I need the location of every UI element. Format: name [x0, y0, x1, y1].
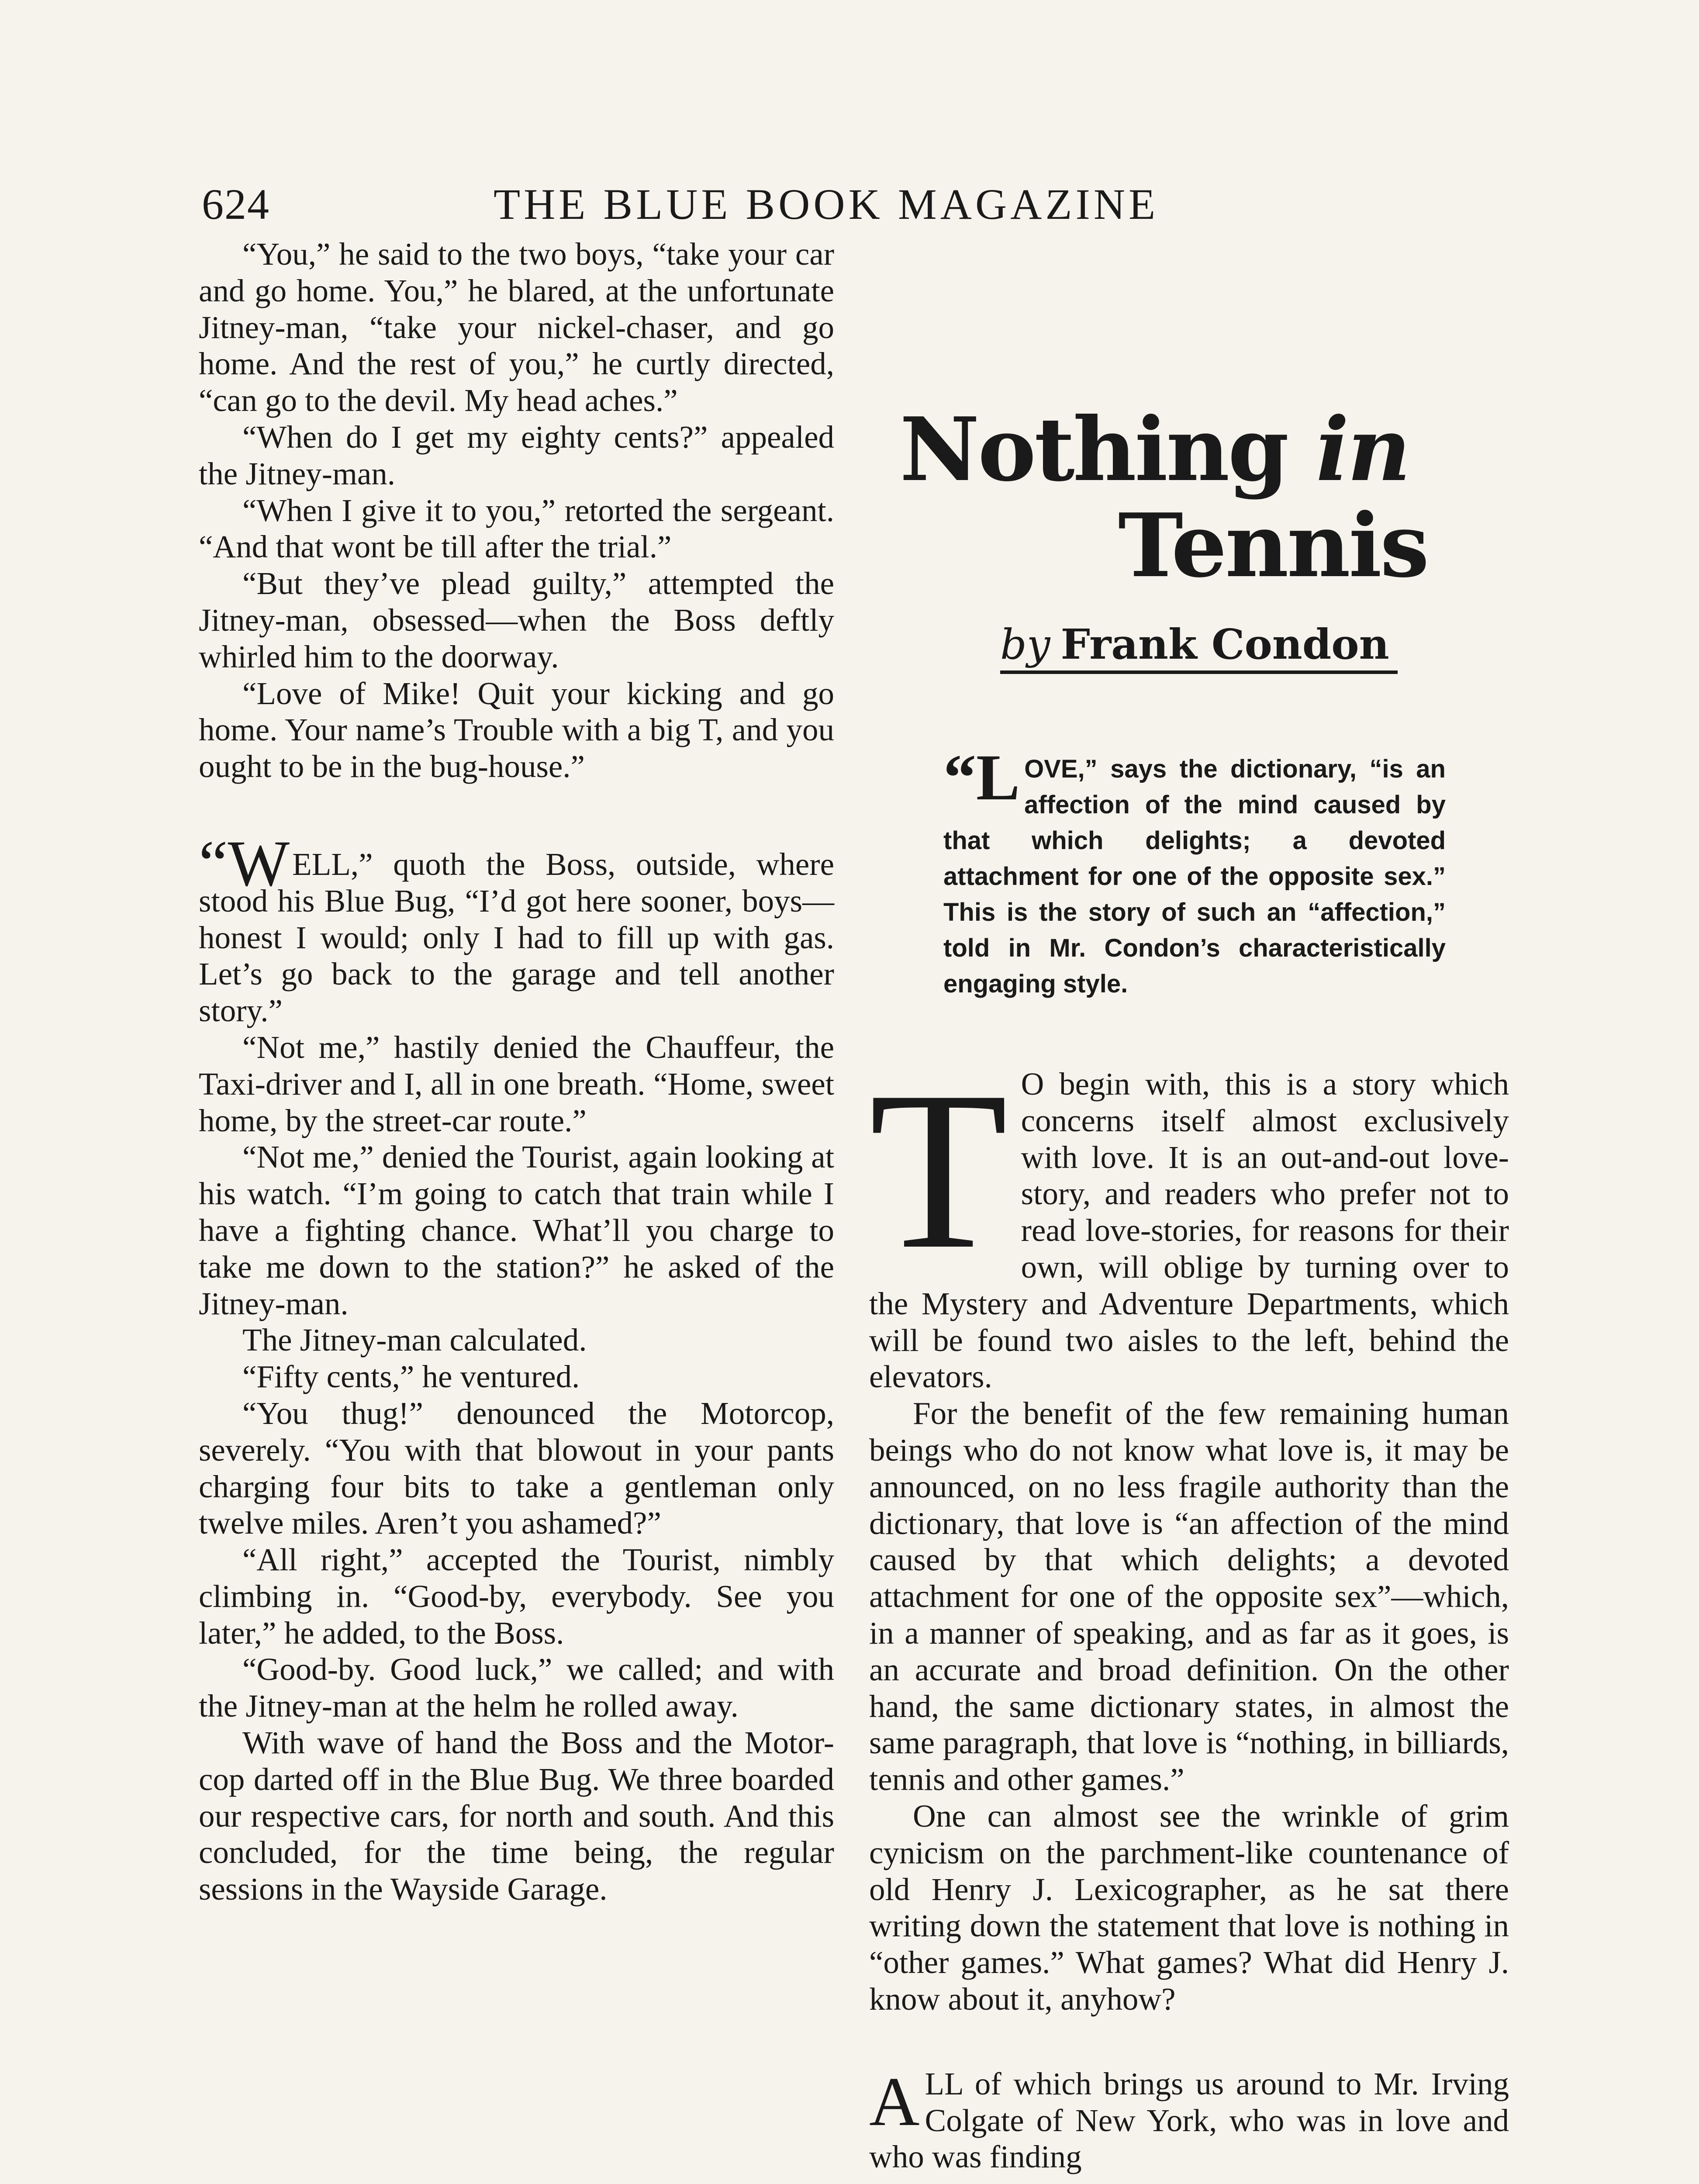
blurb-open-quote: “: [943, 741, 976, 814]
paragraph: “When I give it to you,” retorted the sergeant. “And that wont be till after the trial.”: [199, 492, 834, 565]
paragraph: “Not me,” hastily denied the Chauffeur, the Taxi-driver and I, all in one breath. “Home, sweet home, by the street-car route.”: [199, 1029, 834, 1138]
section-opening: [199, 827, 834, 1029]
right-column: [869, 1045, 1509, 2175]
section-break: [199, 785, 834, 846]
byline-by: by: [1000, 621, 1050, 669]
byline: [1000, 620, 1398, 674]
title-word: Tennis: [1118, 494, 1428, 597]
left-column: [199, 236, 834, 1908]
paragraph: “You thug!” denounced the Motorcop, severely. “You with that blowout in your pants charging four bits to take a gentleman only twelve miles. Aren’t you ashamed?”: [199, 1395, 834, 1541]
paragraph: The Jitney-man calculated.: [242, 1322, 587, 1358]
blurb-drop-cap: [943, 741, 1020, 814]
title-word: in: [1316, 398, 1409, 501]
story-blurb: [943, 741, 1446, 1002]
author-name: Frank Condon: [1060, 620, 1389, 669]
paragraph-text: LL of which brings us around to Mr. Irving Colgate of New York, who was in love and who was finding: [869, 2066, 1509, 2175]
drop-cap: A: [869, 2062, 920, 2140]
story-opening: [869, 1045, 1509, 1395]
paragraph: With wave of hand the Boss and the Motor-cop darted off in the Blue Bug. We three boarded our respective cars, for north and south. And this concluded, for the time being, the regular sessions in the Wayside Garage.: [199, 1725, 834, 1907]
drop-cap: T: [869, 1045, 1008, 1296]
page-number: 624: [202, 180, 270, 228]
running-head: THE BLUE BOOK MAGAZINE: [494, 180, 1159, 228]
paragraph-text: ELL,” quoth the Boss, outside, where stood his Blue Bug, “I’d got here sooner, boys—honest I would; only I had to fill up with gas. Let’s go back to the garage and tell another story.”: [199, 846, 834, 1029]
paragraph: “But they’ve plead guilty,” attempted the Jitney-man, obsessed—when the Boss deftly whirled him to the doorway.: [199, 566, 834, 674]
paragraph: “All right,” accepted the Tourist, nimbly climbing in. “Good-by, everybody. See you later,” he added, to the Boss.: [199, 1542, 834, 1651]
section-break: [869, 2018, 1509, 2066]
drop-cap: “W: [199, 827, 290, 900]
blurb-cap-letter: L: [976, 741, 1020, 814]
paragraph: “Love of Mike! Quit your kicking and go home. Your name’s Trouble with a big T, and you ought to be in the bug-house.”: [199, 675, 834, 784]
paragraph: “You,” he said to the two boys, “take your car and go home. You,” he blared, at the unfortunate Jitney-man, “take your nickel-chaser, and go home. And the rest of you,” he curtly directed, “can go to the devil. My head aches.”: [199, 236, 834, 418]
paragraph: “Not me,” denied the Tourist, again looking at his watch. “I’m going to catch that train while I have a fighting chance. What’ll you charge to take me down to the station?” he asked of the Jitney-man.: [199, 1139, 834, 1321]
paragraph: For the benefit of the few remaining human beings who do not know what love is, it may be announced, on no less fragile authority than the dictionary, that love is “an affection of the mind caused by that which delights; a devoted attachment for one of the opposite sex”—which, in a manner of speaking, and as far as it goes, is an accurate and broad definition. On the other hand, the same dictionary states, in almost the same paragraph, that love is “nothing, in billiards, tennis and other games.”: [869, 1396, 1509, 1797]
paragraph-text: O begin with, this is a story which concerns itself almost exclusively with love. It is an out-and-out love-story, and readers who prefer not to read love-stories, for reasons for their own, will oblige by turning over to the Mystery and Adventure Departments, which will be found two aisles to the left, behind the elevators.: [869, 1066, 1509, 1395]
paragraph: “Good-by. Good luck,” we called; and with the Jitney-man at the helm he rolled away.: [199, 1652, 834, 1724]
story-title: [900, 398, 1468, 597]
title-word: Nothing: [900, 398, 1288, 501]
paragraph: “Fifty cents,” he ventured.: [242, 1359, 580, 1395]
blurb-text: OVE,” says the dictionary, “is an affection of the mind caused by that which delights; a devoted attachment for one of the opposite sex.” This is the story of such an “affection,” told in Mr. Condon’s characteristically engaging style.: [943, 755, 1446, 998]
paragraph: “When do I get my eighty cents?” appealed the Jitney-man.: [199, 419, 834, 491]
section-opening: [869, 2062, 1509, 2175]
paragraph: One can almost see the wrinkle of grim cynicism on the parchment-like countenance of old Henry J. Lexicographer, as he sat there writing down the statement that love is nothing in “other games.” What games? What did Henry J. know about it, anyhow?: [869, 1798, 1509, 2017]
